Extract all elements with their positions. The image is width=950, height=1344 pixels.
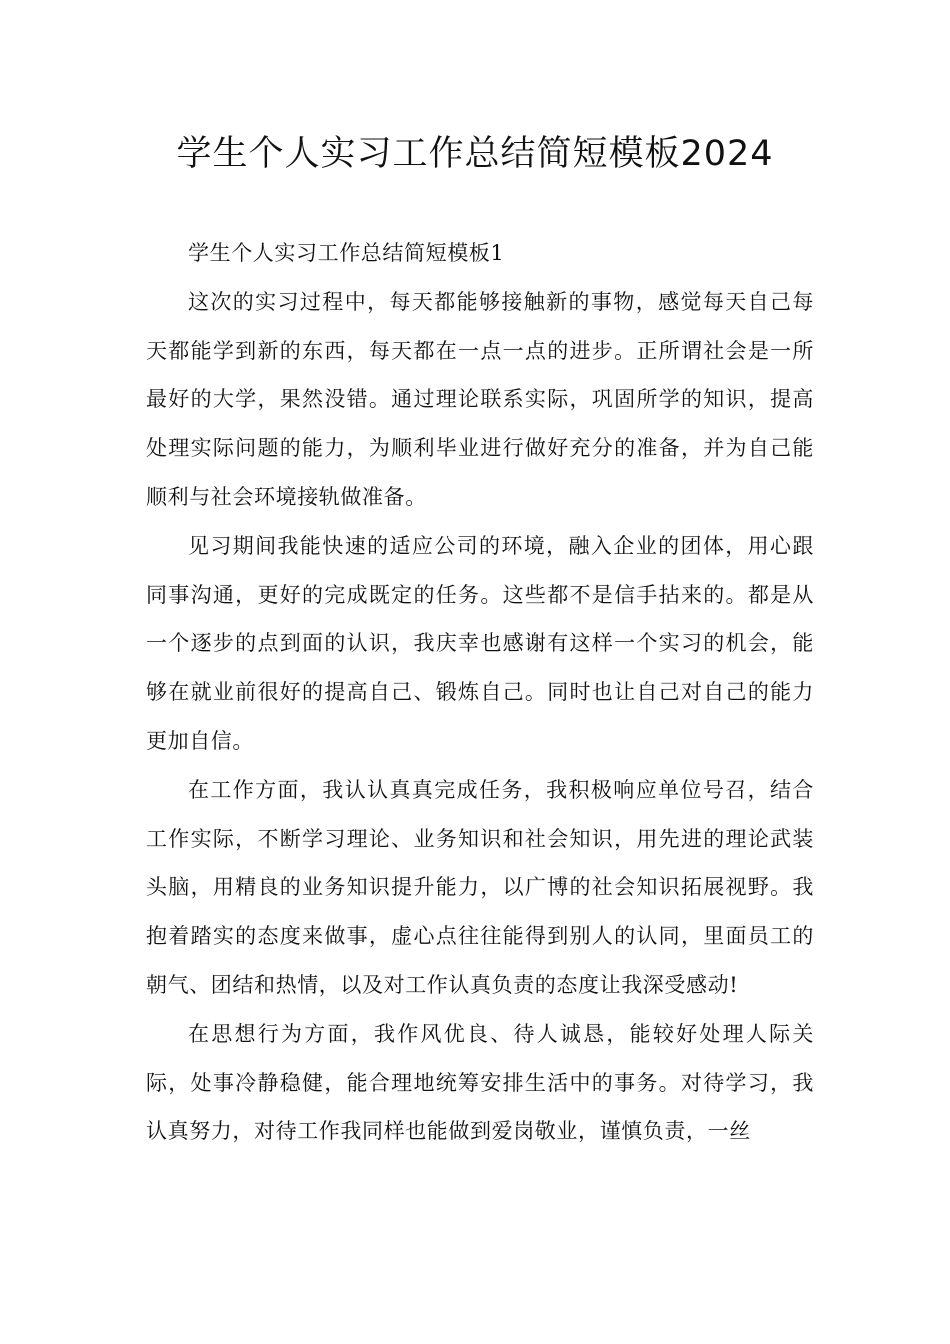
document-body <box>146 229 814 1156</box>
paragraph-1: 这次的实习过程中，每天都能够接触新的事物，感觉每天自己每天都能学到新的东西，每天都在一点一点的进步。正所谓社会是一所最好的大学，果然没错。通过理论联系实际，巩固所学的知识，提高处理实际问题的能力，为顺利毕业进行做好充分的准备，并为自己能顺利与社会环境接轨做准备。 <box>146 289 814 509</box>
section-subtitle: 学生个人实习工作总结简短模板1 <box>188 241 505 265</box>
paragraph-4: 在思想行为方面，我作风优良、待人诚恳，能较好处理人际关际，处事冷静稳健，能合理地统筹安排生活中的事务。对待学习，我认真努力，对待工作我同样也能做到爱岗敬业，谨慎负责，一丝 <box>146 1021 814 1144</box>
paragraph-2: 见习期间我能快速的适应公司的环境，融入企业的团体，用心跟同事沟通，更好的完成既定的任务。这些都不是信手拈来的。都是从一个逐步的点到面的认识，我庆幸也感谢有这样一个实习的机会，能够在就业前很好的提高自己、锻炼自己。同时也让自己对自己的能力更加自信。 <box>146 533 814 753</box>
paragraph-3: 在工作方面，我认认真真完成任务，我积极响应单位号召，结合工作实际，不断学习理论、业务知识和社会知识，用先进的理论武装头脑，用精良的业务知识提升能力，以广博的社会知识拓展视野。我抱着踏实的态度来做事，虚心点往往能得到别人的认同，里面员工的朝气、团结和热情，以及对工作认真负责的态度让我深受感动! <box>146 777 814 997</box>
document-title: 学生个人实习工作总结简短模板2024 <box>176 134 774 174</box>
